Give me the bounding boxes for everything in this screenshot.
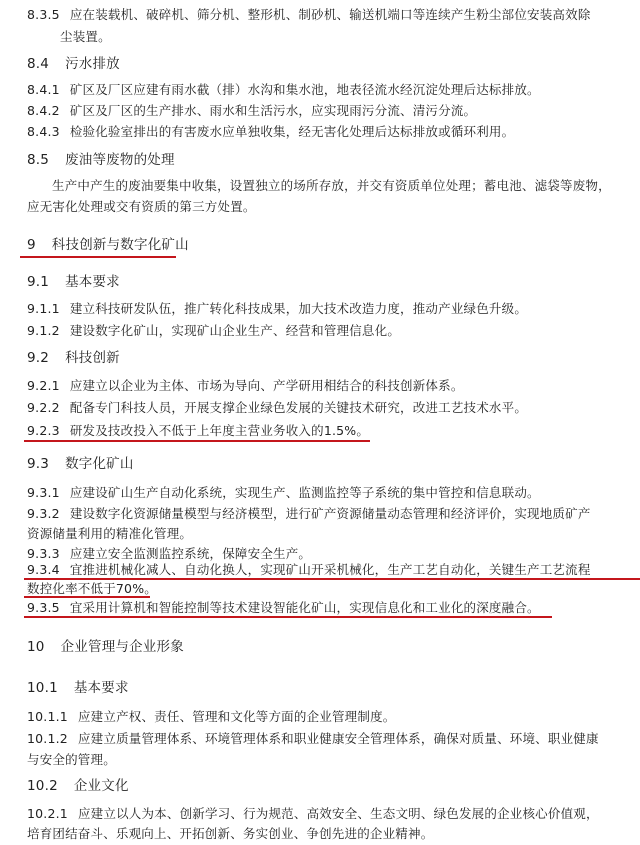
- section-title: 基本要求: [65, 274, 120, 290]
- red-underline: [24, 596, 150, 598]
- section-title: 企业文化: [73, 778, 129, 794]
- red-underline: [24, 440, 370, 442]
- clause-text: 宜采用计算机和智能控制等技术建设智能化矿山，实现信息化和工业化的深度融合。: [69, 600, 540, 615]
- section-9-1-heading: [27, 274, 120, 290]
- clause-number: 10.1.1: [27, 709, 68, 724]
- section-title: 基本要求: [73, 680, 129, 696]
- clause-9-1-2: [27, 323, 400, 339]
- clause-number: 9.1.2: [27, 323, 60, 338]
- paragraph-text: 应无害化处理或交有资质的第三方处置。: [27, 199, 256, 214]
- clause-text: 检验化验室排出的有害废水应单独收集，经无害化处理后达标排放或循环利用。: [69, 124, 515, 139]
- clause-10-1-2-cont: [27, 752, 116, 768]
- paragraph-8-5: [52, 178, 611, 194]
- clause-9-3-4: [27, 562, 591, 578]
- clause-9-3-3: [27, 546, 311, 562]
- clause-text: 与安全的管理。: [27, 752, 116, 767]
- paragraph-text: 生产中产生的废油要集中收集，设置独立的场所存放，并交有资质单位处理；蓄电池、滤袋等废物，: [52, 178, 611, 193]
- section-number: 9.2: [27, 350, 50, 366]
- clause-number: 9.3.4: [27, 562, 60, 577]
- clause-text: 建设数字化资源储量模型与经济模型，进行矿产资源储量动态管理和经济评价，实现地质矿产: [69, 506, 591, 521]
- section-number: 9.1: [27, 274, 50, 290]
- clause-number: 9.2.3: [27, 423, 60, 438]
- section-9-2-heading: [27, 350, 120, 366]
- clause-text: 数控化率不低于70%。: [27, 581, 157, 596]
- clause-text: 建设数字化矿山，实现矿山企业生产、经营和管理信息化。: [69, 323, 401, 338]
- clause-text: 应建立以人为本、创新学习、行为规范、高效安全、生态文明、绿色发展的企业核心价值观，: [77, 806, 599, 821]
- clause-text: 应在装载机、破碎机、筛分机、整形机、制砂机、输送机端口等连续产生粉尘部位安装高效除: [69, 7, 591, 22]
- chapter-title: 企业管理与企业形象: [60, 639, 184, 655]
- clause-number: 8.4.3: [27, 124, 60, 139]
- clause-text: 建立科技研发队伍，推广转化科技成果，加大技术改造力度，推动产业绿色升级。: [69, 301, 528, 316]
- clause-8-4-2: [27, 103, 476, 119]
- section-number: 10.2: [27, 778, 58, 794]
- clause-10-1-1: [27, 709, 395, 725]
- clause-text: 矿区及厂区的生产排水、雨水和生活污水，应实现雨污分流、清污分流。: [69, 103, 477, 118]
- clause-text: 应建立产权、责任、管理和文化等方面的企业管理制度。: [77, 709, 396, 724]
- clause-8-4-3: [27, 124, 514, 140]
- red-underline: [20, 256, 176, 258]
- section-title: 污水排放: [65, 56, 120, 72]
- clause-number: 9.3.2: [27, 506, 60, 521]
- clause-10-2-1: [27, 806, 599, 822]
- clause-number: 9.3.5: [27, 600, 60, 615]
- clause-text: 应建设矿山生产自动化系统，实现生产、监测监控等子系统的集中管控和信息联动。: [69, 485, 540, 500]
- clause-text: 尘装置。: [60, 29, 111, 44]
- chapter-number: 10: [27, 639, 45, 655]
- section-title: 废油等废物的处理: [65, 152, 175, 168]
- paragraph-8-5-cont: [27, 199, 256, 215]
- section-number: 9.3: [27, 456, 50, 472]
- clause-9-3-4-cont: [27, 581, 157, 597]
- clause-number: 10.2.1: [27, 806, 68, 821]
- chapter-9-heading: [27, 237, 189, 253]
- clause-text: 应建立质量管理体系、环境管理体系和职业健康安全管理体系，确保对质量、环境、职业健康: [77, 731, 599, 746]
- section-number: 8.5: [27, 152, 50, 168]
- clause-text: 应建立安全监测监控系统，保障安全生产。: [69, 546, 312, 561]
- clause-number: 8.4.2: [27, 103, 60, 118]
- clause-text: 宜推进机械化减人、自动化换人，实现矿山开采机械化，生产工艺自动化，关键生产工艺流程: [69, 562, 591, 577]
- clause-8-3-5-cont: [60, 29, 111, 45]
- clause-8-4-1: [27, 82, 540, 98]
- clause-9-2-1: [27, 378, 464, 394]
- red-underline: [24, 616, 552, 618]
- clause-9-2-2: [27, 400, 527, 416]
- clause-10-1-2: [27, 731, 599, 747]
- clause-9-3-1: [27, 485, 540, 501]
- clause-8-3-5: [27, 7, 591, 23]
- clause-text: 配备专门科技人员，开展支撑企业绿色发展的关键技术研究，改进工艺技术水平。: [69, 400, 528, 415]
- section-number: 10.1: [27, 680, 58, 696]
- chapter-title: 科技创新与数字化矿山: [51, 237, 189, 253]
- clause-10-2-1-cont: [27, 826, 433, 842]
- clause-text: 资源储量利用的精准化管理。: [27, 526, 193, 541]
- section-title: 数字化矿山: [65, 456, 134, 472]
- clause-number: 8.3.5: [27, 7, 60, 22]
- clause-9-3-5: [27, 600, 540, 616]
- section-10-2-heading: [27, 778, 129, 794]
- clause-9-3-2-cont: [27, 526, 192, 542]
- section-9-3-heading: [27, 456, 134, 472]
- clause-9-3-2: [27, 506, 591, 522]
- clause-9-1-1: [27, 301, 527, 317]
- red-underline: [24, 578, 640, 580]
- clause-number: 9.1.1: [27, 301, 60, 316]
- chapter-10-heading: [27, 639, 184, 655]
- chapter-number: 9: [27, 237, 36, 253]
- clause-text: 研发及技改投入不低于上年度主营业务收入的1.5%。: [69, 423, 370, 438]
- clause-number: 9.2.2: [27, 400, 60, 415]
- section-8-4-heading: [27, 56, 120, 72]
- clause-9-2-3: [27, 423, 369, 439]
- section-number: 8.4: [27, 56, 50, 72]
- clause-number: 8.4.1: [27, 82, 60, 97]
- section-8-5-heading: [27, 152, 175, 168]
- clause-text: 应建立以企业为主体、市场为导向、产学研用相结合的科技创新体系。: [69, 378, 464, 393]
- clause-text: 培育团结奋斗、乐观向上、开拓创新、务实创业、争创先进的企业精神。: [27, 826, 434, 841]
- clause-number: 9.3.1: [27, 485, 60, 500]
- section-10-1-heading: [27, 680, 129, 696]
- clause-number: 9.3.3: [27, 546, 60, 561]
- clause-text: 矿区及厂区应建有雨水截（排）水沟和集水池，地表径流水经沉淀处理后达标排放。: [69, 82, 540, 97]
- clause-number: 10.1.2: [27, 731, 68, 746]
- section-title: 科技创新: [65, 350, 120, 366]
- clause-number: 9.2.1: [27, 378, 60, 393]
